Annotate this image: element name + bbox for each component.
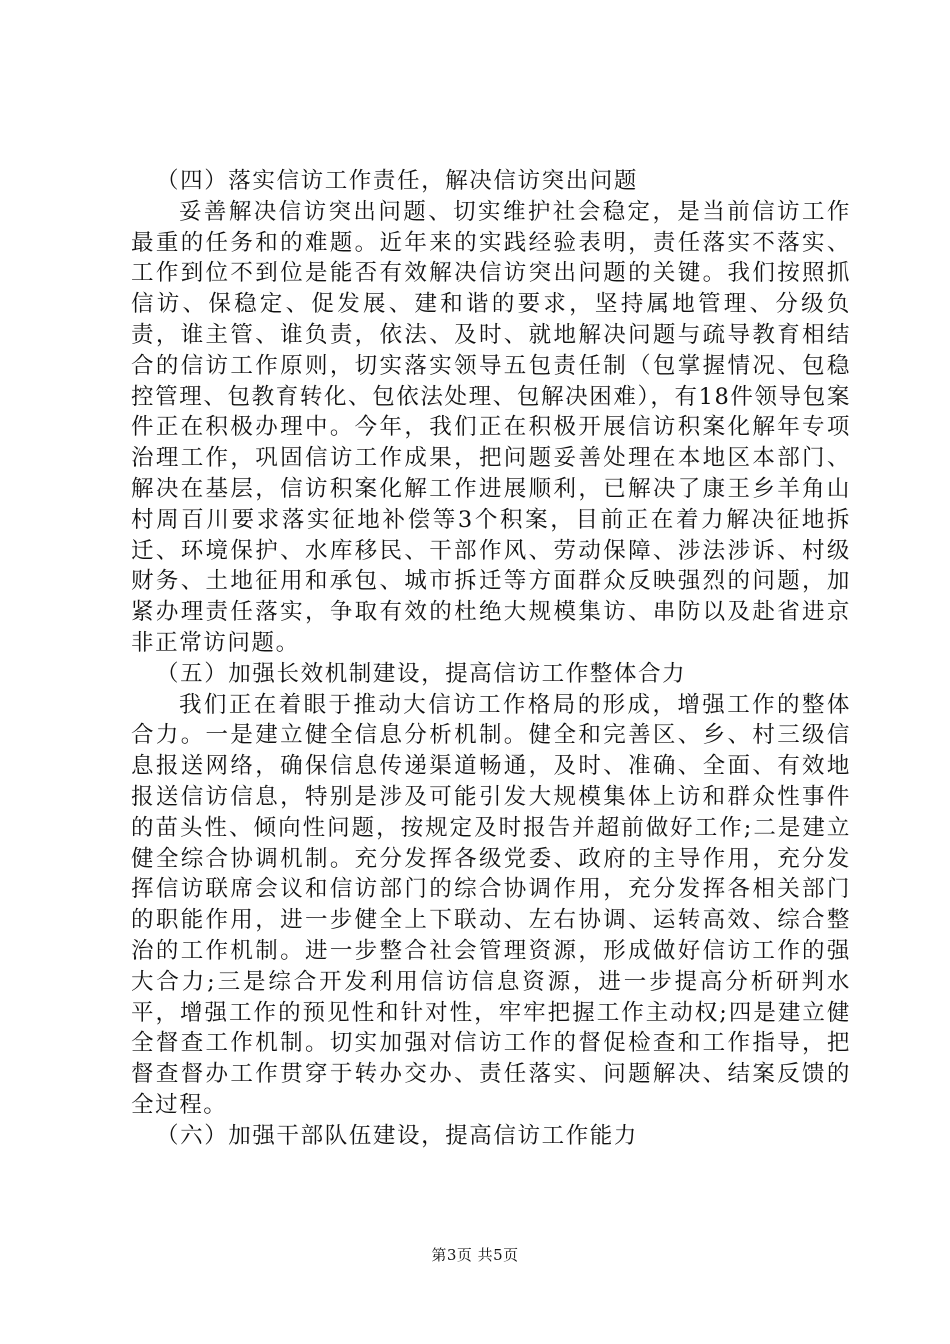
section-paragraph-5: 我们正在着眼于推动大信访工作格局的形成，增强工作的整体合力。一是建立健全信息分析机制。健全和完善区、乡、村三级信息报送网络，确保信息传递渠道畅通，及时、准确、全面、有效地报送信访信息，特别是涉及可能引发大规模集体上访和群众性事件的苗头性、倾向性问题，按规定及时报告并超前做好工作;二是建立健全综合协调机制。充分发挥各级党委、政府的主导作用，充分发挥信访联席会议和信访部门的综合协调作用，充分发挥各相关部门的职能作用，进一步健全上下联动、左右协调、运转高效、综合整治的工作机制。进一步整合社会管理资源，形成做好信访工作的强大合力;三是综合开发利用信访信息资源，进一步提高分析研判水平，增强工作的预见性和针对性，牢牢把握工作主动权;四是建立健全督查工作机制。切实加强对信访工作的督促检查和工作指导，把督查督办工作贯穿于转办交办、责任落实、问题解决、结案反馈的全过程。 (131, 691, 851, 1118)
page-footer: 第3页 共5页 (431, 1246, 519, 1264)
section-heading-6: （六）加强干部队伍建设，提高信访工作能力 (156, 1122, 639, 1149)
section-heading-5: （五）加强长效机制建设，提高信访工作整体合力 (156, 660, 687, 687)
section-paragraph-4: 妥善解决信访突出问题、切实维护社会稳定，是当前信访工作最重的任务和的难题。近年来的实践经验表明，责任落实不落实、工作到位不到位是能否有效解决信访突出问题的关键。我们按照抓信访、保稳定、促发展、建和谐的要求，坚持属地管理、分级负责，谁主管、谁负责，依法、及时、就地解决问题与疏导教育相结合的信访工作原则，切实落实领导五包责任制（包掌握情况、包稳控管理、包教育转化、包依法处理、包解决困难），有18件领导包案件正在积极办理中。今年，我们正在积极开展信访积案化解年专项治理工作，巩固信访工作成果，把问题妥善处理在本地区本部门、解决在基层，信访积案化解工作进展顺利，已解决了康王乡羊角山村周百川要求落实征地补偿等3个积案，目前正在着力解决征地拆迁、环境保护、水库移民、干部作风、劳动保障、涉法涉诉、村级财务、土地征用和承包、城市拆迁等方面群众反映强烈的问题，加紧办理责任落实，争取有效的杜绝大规模集访、串防以及赴省进京非正常访问题。 (131, 198, 851, 656)
section-heading-4: （四）落实信访工作责任，解决信访突出问题 (156, 168, 639, 194)
document-body (131, 166, 851, 1152)
